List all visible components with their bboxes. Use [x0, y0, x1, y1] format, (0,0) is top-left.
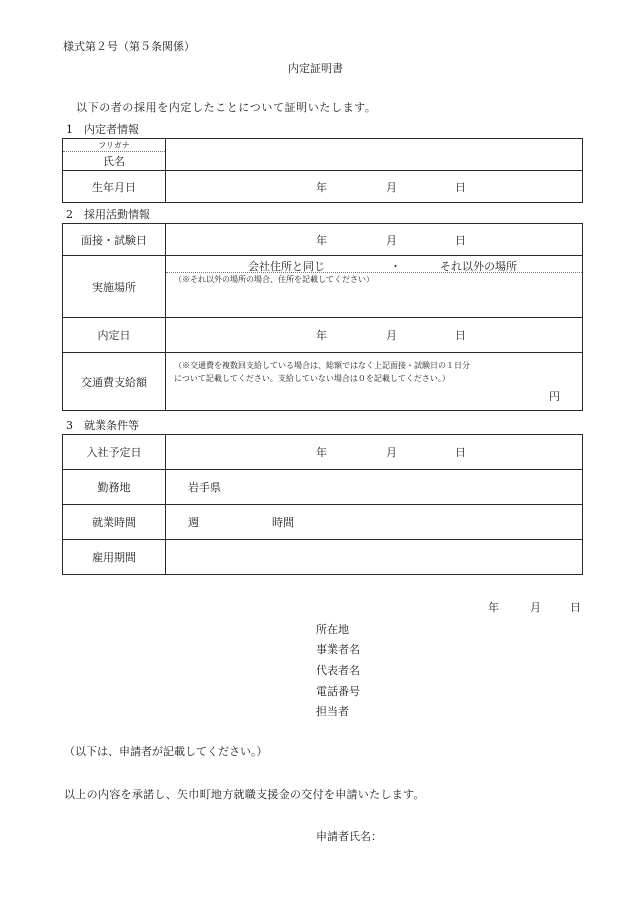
name-field[interactable] [166, 139, 583, 171]
employment-period-field[interactable] [166, 540, 583, 575]
birth-date-label: 生年月日 [63, 171, 166, 203]
document-title: 内定証明書 [288, 62, 343, 75]
transport-note-line2: について記載してください。支給していない場合は０を記載してください。） [174, 374, 450, 383]
employer-representative-label: 代表者名 [316, 664, 360, 677]
working-hours-field[interactable] [166, 505, 583, 540]
employment-period-label: 雇用期間 [63, 540, 166, 575]
applicant-name-label: 申請者氏名： [316, 830, 382, 843]
hours-unit-label: 時間 [272, 516, 294, 529]
venue-divider [166, 272, 582, 273]
transport-yen-unit: 円 [549, 390, 560, 403]
offer-day-unit: 日 [455, 329, 466, 342]
offer-year-unit: 年 [316, 329, 327, 342]
workplace-value: 岩手県 [188, 481, 221, 494]
workplace-field[interactable] [166, 470, 583, 505]
birth-month-unit: 月 [386, 180, 397, 194]
venue-note: （※それ以外の場所の場合、住所を記載してください） [174, 275, 374, 284]
venue-label: 実施場所 [63, 256, 166, 318]
venue-option-same[interactable]: 会社住所と同じ [248, 260, 325, 273]
section1-heading: 1 内定者情報 [66, 123, 139, 136]
birth-year-unit: 年 [316, 180, 327, 194]
start-year-unit: 年 [316, 446, 327, 459]
interview-date-field[interactable] [166, 224, 583, 256]
interview-month-unit: 月 [386, 233, 397, 247]
workplace-label: 勤務地 [63, 470, 166, 505]
employer-contact-label: 担当者 [316, 705, 349, 718]
start-date-label: 入社予定日 [63, 435, 166, 470]
venue-option-other[interactable]: それ以外の場所 [440, 260, 517, 273]
recruitment-info-table [62, 223, 583, 411]
section3-heading: 3 就業条件等 [66, 419, 139, 432]
interview-day-unit: 日 [455, 233, 466, 247]
offer-date-field[interactable] [166, 318, 583, 353]
employer-phone-label: 電話番号 [316, 685, 360, 698]
interview-date-label: 面接・試験日 [63, 224, 166, 256]
transport-field[interactable] [166, 353, 583, 411]
transport-label: 交通費支給額 [63, 353, 166, 411]
transport-note-line1: （※交通費を複数回支給している場合は、総額ではなく上記面接・試験日の１日分 [174, 361, 470, 370]
applicant-info-table [62, 138, 583, 203]
employment-terms-table [62, 434, 583, 575]
start-month-unit: 月 [386, 446, 397, 459]
venue-field[interactable] [166, 256, 583, 318]
cert-year-unit: 年 [488, 601, 499, 614]
intro-text: 以下の者の採用を内定したことについて証明いたします。 [76, 101, 377, 114]
hours-week-label: 週 [188, 516, 199, 529]
birth-date-field[interactable] [166, 171, 583, 203]
offer-month-unit: 月 [386, 329, 397, 342]
applicant-note: （以下は、申請者が記載してください。） [64, 745, 268, 758]
venue-separator: ・ [390, 260, 401, 273]
name-label: 氏名 [63, 152, 166, 171]
employer-address-label: 所在地 [316, 623, 349, 636]
form-number: 様式第２号（第５条関係） [63, 40, 195, 53]
birth-day-unit: 日 [455, 180, 466, 194]
interview-year-unit: 年 [316, 233, 327, 247]
cert-day-unit: 日 [570, 601, 581, 614]
section2-heading: 2 採用活動情報 [66, 208, 150, 221]
employer-business-label: 事業者名 [316, 643, 360, 656]
start-date-field[interactable] [166, 435, 583, 470]
working-hours-label: 就業時間 [63, 505, 166, 540]
offer-date-label: 内定日 [63, 318, 166, 353]
start-day-unit: 日 [455, 446, 466, 459]
furigana-label: フリガナ [63, 139, 166, 152]
cert-month-unit: 月 [530, 601, 541, 614]
applicant-consent: 以上の内容を承諾し、矢巾町地方就職支援金の交付を申請いたします。 [64, 788, 425, 801]
